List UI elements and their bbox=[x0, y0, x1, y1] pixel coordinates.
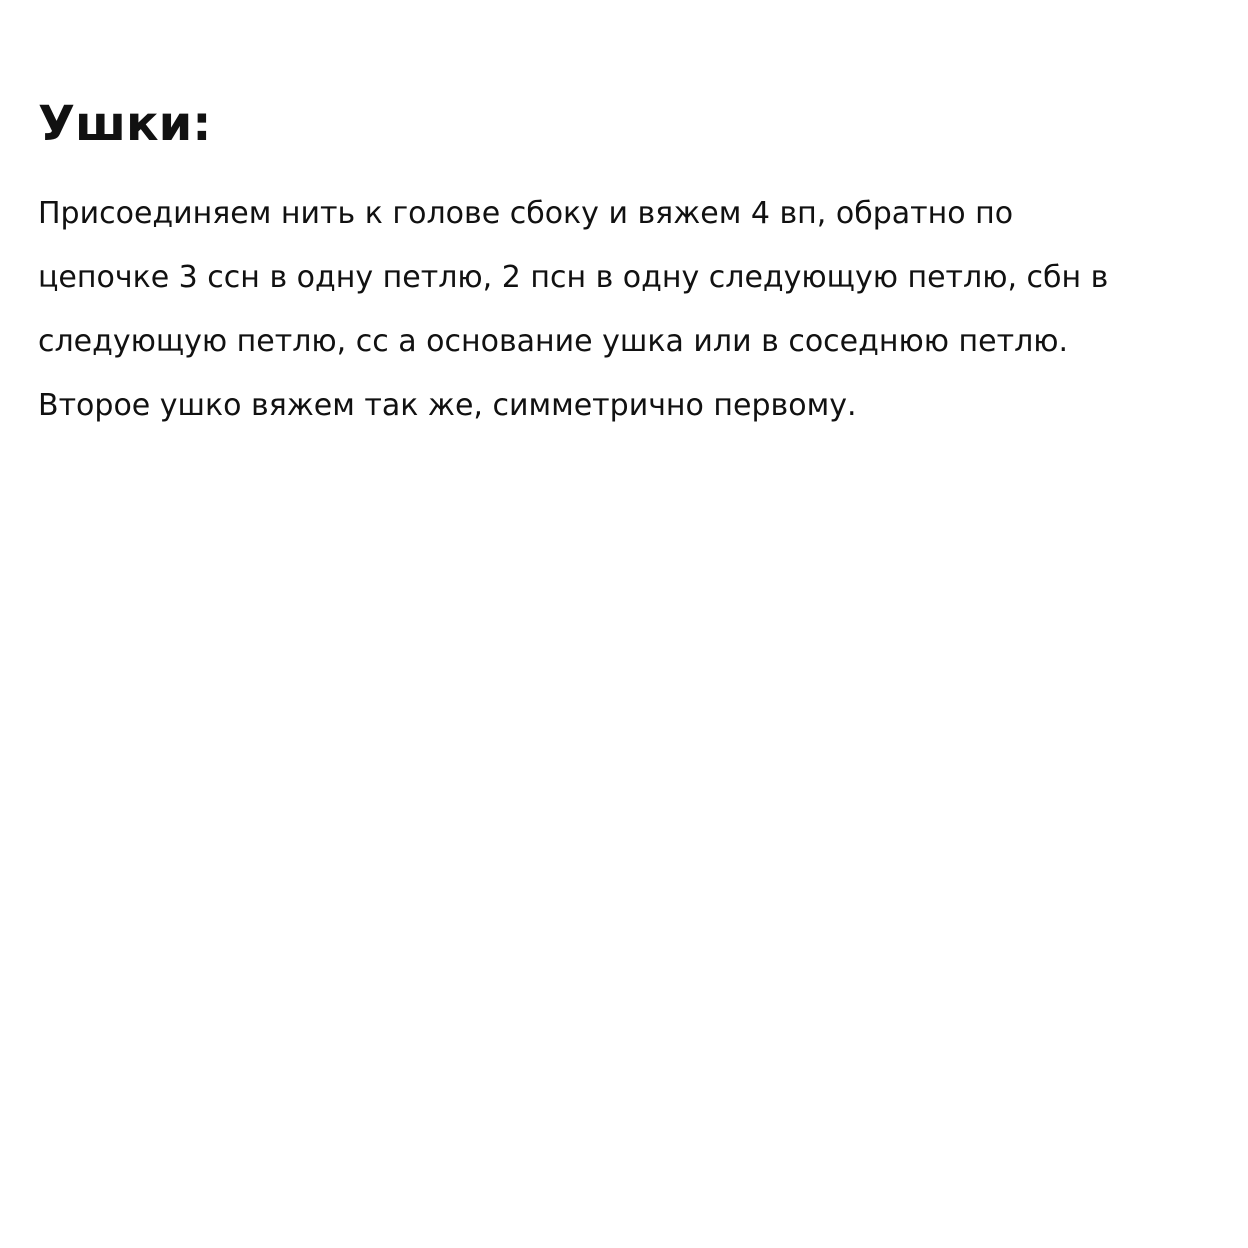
paragraph-line: Второе ушко вяжем так же, симметрично первому. bbox=[38, 388, 857, 423]
section-heading: Ушки: bbox=[38, 96, 212, 152]
instructions-paragraph bbox=[38, 182, 1218, 438]
paragraph-line: Присоединяем нить к голове сбоку и вяжем 4 вп, обратно по bbox=[38, 196, 1014, 231]
paragraph-line: следующую петлю, сс а основание ушка или в соседнюю петлю. bbox=[38, 324, 1069, 359]
paragraph-line: цепочке 3 ссн в одну петлю, 2 псн в одну следующую петлю, сбн в bbox=[38, 260, 1109, 295]
